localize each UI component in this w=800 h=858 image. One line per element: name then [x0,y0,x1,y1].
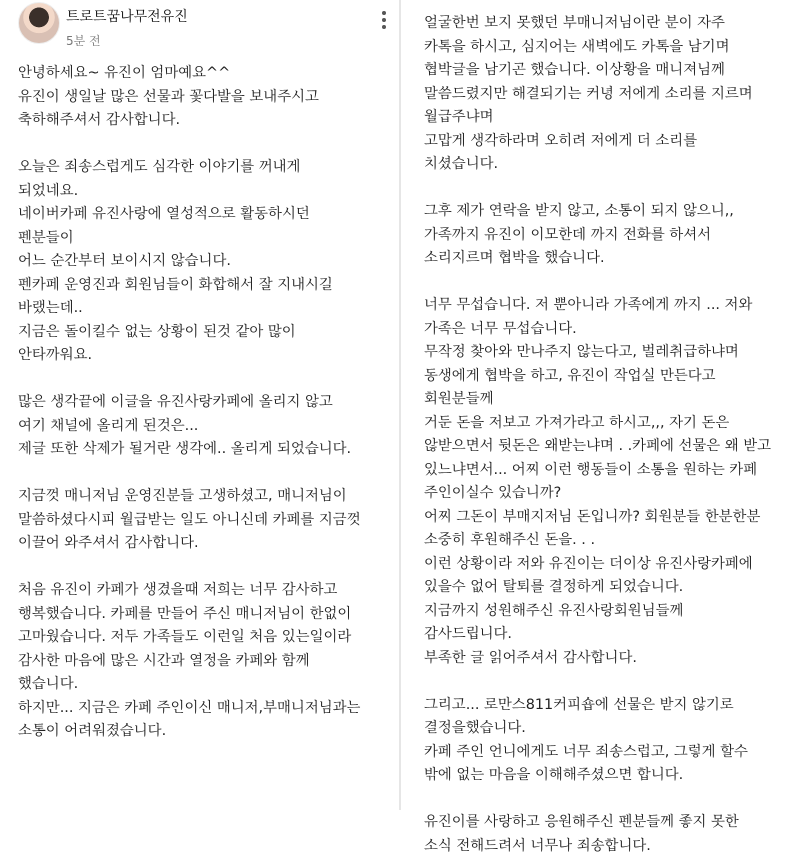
post-header [18,2,388,50]
post-text-line: 그후 제가 연락을 받지 않고, 소통이 되지 않으니,, [424,200,796,224]
post-text-line: 펜카페 운영진과 회원님들이 화합해서 잘 지내시길 [18,274,395,298]
post-text-line: 소리지르며 협박을 했습니다. [424,247,796,271]
post-text-line [18,133,395,157]
post-text-line: 감사한 마음에 많은 시간과 열정을 카페와 함께 [18,650,395,674]
post-text-line: 지금까지 성원해주신 유진사랑회원님들께 [424,600,796,624]
channel-name[interactable]: 트로트꿈나무전유진 [66,6,188,26]
post-text-line [424,788,796,812]
post-text-line [18,556,395,580]
post-body-left [18,62,395,744]
post-text-line [424,177,796,201]
post-text-line: 감사드립니다. [424,623,796,647]
post-text-line: 회원분들께 [424,388,796,412]
post-text-line: 유진이 생일날 많은 선물과 꽃다발을 보내주시고 [18,86,395,110]
post-text-line: 말씀드렸지만 해결되기는 커녕 저에게 소리를 지르며 [424,83,796,107]
post-text-line: 했습니다. [18,673,395,697]
post-text-line: 여기 채널에 올리게 된것은... [18,415,395,439]
post-text-line: 주인이실수 있습니까? [424,482,796,506]
post-text-line: 처음 유진이 카페가 생겼을때 저희는 너무 감사하고 [18,579,395,603]
post-left-column [0,0,399,810]
post-text-line: 치셨습니다. [424,153,796,177]
post-text-line: 안타까워요. [18,344,395,368]
post-text-line: 말씀하셨다시피 월급받는 일도 아니신데 카페를 지금껏 [18,509,395,533]
post-text-line: 소통이 어려워졌습니다. [18,720,395,744]
post-text-line [424,271,796,295]
post-text-line [18,368,395,392]
post-text-line: 않받으면서 뒷돈은 왜받는냐며 . .카페에 선물은 왜 받고 [424,435,796,459]
post-text-line: 축하해주셔서 감사합니다. [18,109,395,133]
post-text-line: 지금은 돌이킬수 없는 상황이 된것 같아 많이 [18,321,395,345]
post-text-line: 되었네요. [18,180,395,204]
post-text-line: 있느냐면서... 어찌 이런 행동들이 소통을 원하는 카페 [424,459,796,483]
post-text-line: 얼굴한번 보지 못했던 부매니저님이란 분이 자주 [424,12,796,36]
post-text-line: 카톡을 하시고, 심지어는 새벽에도 카톡을 남기며 [424,36,796,60]
post-text-line: 소중히 후원해주신 돈을. . . [424,529,796,553]
channel-avatar[interactable] [18,2,60,44]
post-text-line: 네이버카페 유진사랑에 열성적으로 활동하시던 [18,203,395,227]
post-text-line [18,462,395,486]
post-text-line: 가족은 너무 무섭습니다. [424,318,796,342]
post-text-line [424,670,796,694]
post-text-line: 너무 무섭습니다. 저 뿐아니라 가족에게 까지 ... 저와 [424,294,796,318]
post-text-line: 동생에게 협박을 하고, 유진이 작업실 만든다고 [424,365,796,389]
post-text-line: 무작정 찾아와 만나주지 않는다고, 벌레취급하냐며 [424,341,796,365]
post-text-line: 바랬는데.. [18,297,395,321]
post-text-line: 안녕하세요~ 유진이 엄마예요^^ [18,62,395,86]
post-text-line: 어찌 그돈이 부매지저님 돈입니까? 회원분들 한분한분 [424,506,796,530]
post-text-line: 결정을했습니다. [424,717,796,741]
post-text-line: 고마웠습니다. 저두 가족들도 이런일 처음 있는일이라 [18,626,395,650]
post-text-line: 월급주냐며 [424,106,796,130]
post-text-line: 펜분들이 [18,227,395,251]
post-text-line: 카페 주인 언니에게도 너무 죄송스럽고, 그렇게 할수 [424,741,796,765]
post-text-line: 부족한 글 읽어주셔서 감사합니다. [424,647,796,671]
post-text-line: 있을수 없어 탈퇴를 결정하게 되었습니다. [424,576,796,600]
post-text-line: 그리고... 로만스811커피숍에 선물은 받지 않기로 [424,694,796,718]
post-text-line: 소식 전해드려서 너무나 죄송합니다. [424,835,796,858]
post-text-line: 고맙게 생각하라며 오히려 저에게 더 소리를 [424,130,796,154]
post-text-line: 밖에 없는 마음을 이해해주셨으면 합니다. [424,764,796,788]
post-body-right [424,12,796,858]
post-text-line: 하지만... 지금은 카페 주인이신 매니저,부매니저님과는 [18,697,395,721]
post-text-line: 가족까지 유진이 이모한데 까지 전화를 하셔서 [424,224,796,248]
post-text-line: 어느 순간부터 보이시지 않습니다. [18,250,395,274]
post-text-line: 많은 생각끝에 이글을 유진사랑카페에 올리지 않고 [18,391,395,415]
post-text-line: 오늘은 죄송스럽게도 심각한 이야기를 꺼내게 [18,156,395,180]
more-options-icon[interactable] [374,8,394,34]
post-text-line: 제글 또한 삭제가 될거란 생각에.. 올리게 되었습니다. [18,438,395,462]
post-text-line: 유진이를 사랑하고 응원해주신 펜분들께 좋지 못한 [424,811,796,835]
post-text-line: 협박글을 남기곤 했습니다. 이상황을 매니져님께 [424,59,796,83]
post-text-line: 행복했습니다. 카페를 만들어 주신 매니저님이 한없이 [18,603,395,627]
post-text-line: 지금껏 매니저님 운영진분들 고생하셨고, 매니저님이 [18,485,395,509]
post-text-line: 이끌어 와주셔서 감사합니다. [18,532,395,556]
post-text-line: 이런 상황이라 저와 유진이는 더이상 유진사랑카페에 [424,553,796,577]
post-time: 5분 전 [66,32,101,49]
post-right-column [401,0,800,810]
post-text-line: 거둔 돈을 저보고 가져가라고 하시고,,, 자기 돈은 [424,412,796,436]
